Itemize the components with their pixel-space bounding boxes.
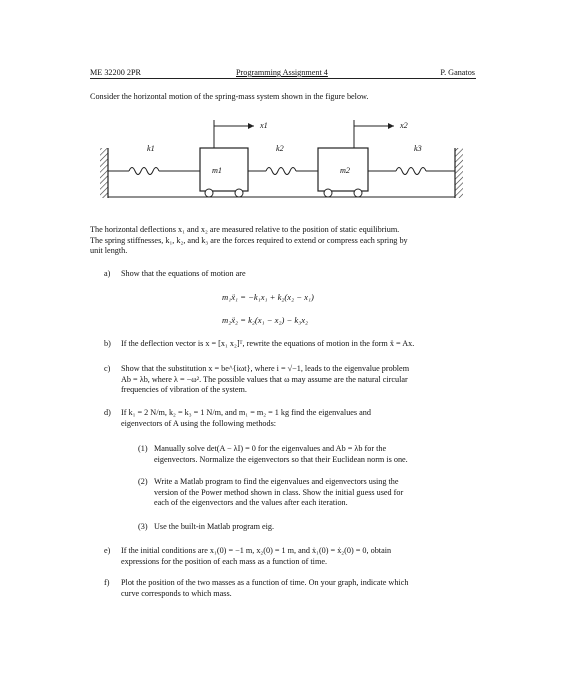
assignment-title: Programming Assignment 4 [236, 68, 328, 77]
spring-k1 [108, 168, 200, 175]
part-c-text [121, 364, 409, 396]
description-line: The spring stiffnesses, k₁, k₂, and k₃ are the forces required to extend or compress each spring by [90, 235, 408, 245]
m1-label: m1 [212, 166, 223, 175]
part-c-line: Show that the substitution x = be^{iωt}, where i = √−1, leads to the eigenvalue problem [121, 364, 410, 373]
wheel-m2-left [324, 189, 332, 197]
method-1-label: (1) [138, 444, 148, 453]
x1-label: x1 [260, 121, 268, 130]
wheel-m2-right [354, 189, 362, 197]
right-wall [455, 148, 463, 198]
description-text [90, 225, 408, 257]
spring-k2 [248, 168, 318, 175]
equation-1: m₁ẍ₁ = −k₁x₁ + k₂(x₂ − x₁) [222, 292, 314, 302]
part-d-line: eigenvectors of A using the following methods: [121, 418, 277, 428]
instructor-name: P. Ganatos [440, 68, 475, 77]
method-2-text [154, 477, 403, 509]
mass-m1 [200, 148, 248, 191]
part-b-label: b) [104, 339, 111, 348]
part-e-label: e) [104, 546, 111, 555]
part-f-label: f) [104, 578, 110, 587]
part-a-label: a) [104, 269, 111, 278]
course-code: ME 32200 2PR [90, 68, 141, 77]
method-3-label: (3) [138, 522, 148, 531]
method-2-line: each of the eigenvectors and the values after each iteration. [154, 498, 348, 507]
method-2-label: (2) [138, 477, 148, 486]
spring-mass-figure [96, 108, 476, 208]
part-c-label: c) [104, 364, 111, 373]
intro-text: Consider the horizontal motion of the spring-mass system shown in the figure below. [90, 92, 369, 101]
part-f-line: curve corresponds to which mass. [121, 588, 232, 598]
part-b-text: If the deflection vector is x = [x₁ x₂]ᵀ, rewrite the equations of motion in the form ẍ = Ax. [121, 339, 415, 348]
description-line: unit length. [90, 246, 128, 255]
part-e-text [121, 546, 391, 567]
part-c-line: frequencies of vibration of the system. [121, 385, 247, 394]
x2-label: x2 [400, 121, 408, 130]
part-e-line: If the initial conditions are x₁(0) = −1 m, x₂(0) = 1 m, and ẋ₁(0) = ẋ₂(0) = 0, obtain [121, 546, 392, 555]
k1-label: k1 [147, 144, 155, 153]
part-e-line: expressions for the position of each mass as a function of time. [121, 556, 328, 566]
method-1-line: Manually solve det(A − λI) = 0 for the eigenvalues and Ab = λb for the [154, 444, 387, 453]
method-3-text [154, 522, 274, 533]
k2-label: k2 [276, 144, 284, 153]
method-2-line: Write a Matlab program to find the eigenvalues and eigenvectors using the [154, 477, 399, 486]
left-wall [100, 148, 108, 198]
m2-label: m2 [340, 166, 351, 175]
description-line: The horizontal deflections x₁ and x₂ are measured relative to the position of static equilibrium. [90, 225, 400, 234]
part-c-line: Ab = λb, where λ = −ω². The possible values that ω may assume are the natural circular [121, 374, 408, 384]
method-1-text [154, 444, 408, 465]
part-a-text: Show that the equations of motion are [121, 269, 246, 278]
method-2-line: version of the Power method shown in class. Show the initial guess used for [154, 487, 404, 497]
k3-label: k3 [414, 144, 422, 153]
wheel-m1-left [205, 189, 213, 197]
part-f-line: Plot the position of the two masses as a function of time. On your graph, indicate which [121, 578, 409, 587]
part-d-line: If k₁ = 2 N/m, k₂ = k₃ = 1 N/m, and m₁ = m₂ = 1 kg find the eigenvalues and [121, 408, 371, 417]
header-rule [90, 78, 476, 79]
part-d-text [121, 408, 371, 429]
method-3-line: Use the built-in Matlab program eig. [154, 522, 275, 531]
equation-2: m₂ẍ₂ = k₂(x₁ − x₂) − k₃x₂ [222, 315, 309, 325]
part-f-text [121, 578, 408, 599]
method-1-line: eigenvectors. Normalize the eigenvectors so that their Euclidean norm is one. [154, 454, 408, 464]
part-d-label: d) [104, 408, 111, 417]
wheel-m1-right [235, 189, 243, 197]
spring-k3 [368, 168, 455, 175]
